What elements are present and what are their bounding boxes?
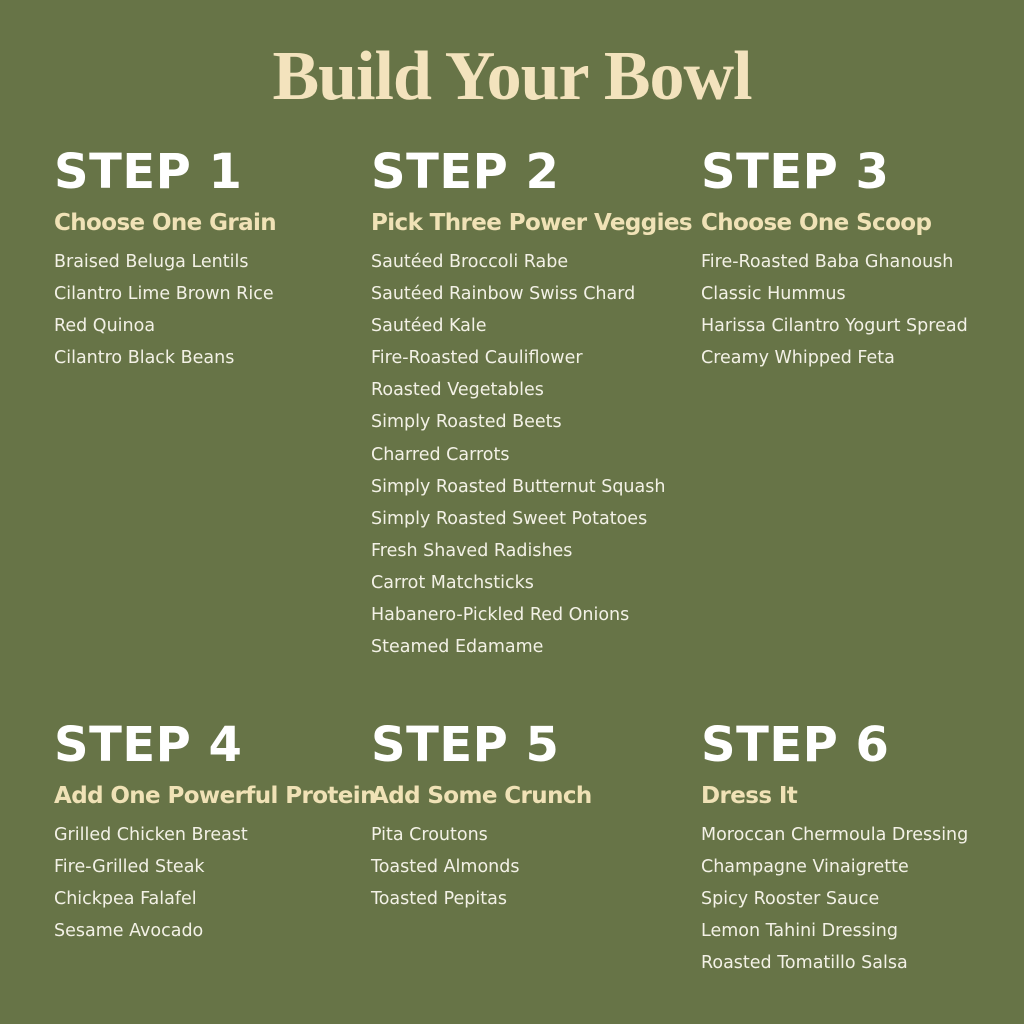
step-3-section bbox=[701, 144, 1021, 374]
option-item: Moroccan Chermoula Dressing bbox=[701, 825, 969, 845]
step-4-section bbox=[54, 717, 374, 947]
step-heading: STEP 3 bbox=[701, 144, 890, 200]
option-list bbox=[54, 246, 374, 374]
step-subtitle: Add One Powerful Protein bbox=[54, 783, 376, 809]
page-title: Build Your Bowl bbox=[272, 38, 752, 115]
option-item: Pita Croutons bbox=[371, 825, 488, 845]
step-subtitle: Choose One Grain bbox=[54, 210, 277, 236]
option-item: Carrot Matchsticks bbox=[371, 572, 534, 593]
option-item: Sesame Avocado bbox=[54, 921, 204, 942]
option-item: Roasted Vegetables bbox=[371, 380, 544, 401]
option-item: Red Quinoa bbox=[54, 316, 156, 337]
option-item: Toasted Pepitas bbox=[371, 889, 507, 910]
option-item: Simply Roasted Sweet Potatoes bbox=[371, 508, 648, 529]
option-item: Cilantro Lime Brown Rice bbox=[54, 284, 274, 305]
option-item: Simply Roasted Beets bbox=[371, 412, 562, 433]
step-heading: STEP 1 bbox=[54, 144, 243, 200]
option-list bbox=[701, 246, 1021, 374]
option-item: Creamy Whipped Feta bbox=[701, 348, 895, 369]
step-subtitle: Pick Three Power Veggies bbox=[371, 210, 692, 236]
step-1-section bbox=[54, 144, 374, 374]
option-item: Sautéed Broccoli Rabe bbox=[371, 252, 569, 272]
option-item: Habanero-Pickled Red Onions bbox=[371, 605, 630, 626]
step-5-section bbox=[371, 717, 691, 915]
step-2-section bbox=[371, 144, 691, 663]
option-item: Fire-Roasted Baba Ghanoush bbox=[701, 252, 954, 272]
option-item: Chickpea Falafel bbox=[54, 889, 197, 910]
step-heading: STEP 4 bbox=[54, 717, 243, 773]
option-item: Charred Carrots bbox=[371, 444, 510, 465]
option-item: Champagne Vinaigrette bbox=[701, 857, 909, 878]
option-item: Classic Hummus bbox=[701, 284, 846, 305]
option-item: Fire-Roasted Cauliflower bbox=[371, 348, 583, 369]
step-6-section bbox=[701, 717, 1021, 979]
option-item: Fire-Grilled Steak bbox=[54, 857, 205, 878]
step-subtitle: Choose One Scoop bbox=[701, 210, 932, 236]
option-item: Fresh Shaved Radishes bbox=[371, 540, 573, 561]
option-item: Grilled Chicken Breast bbox=[54, 825, 248, 845]
step-subtitle: Add Some Crunch bbox=[371, 783, 592, 809]
option-item: Braised Beluga Lentils bbox=[54, 252, 249, 272]
option-list bbox=[54, 819, 374, 947]
step-heading: STEP 5 bbox=[371, 717, 560, 773]
option-item: Roasted Tomatillo Salsa bbox=[701, 953, 908, 974]
option-item: Steamed Edamame bbox=[371, 637, 544, 658]
option-item: Harissa Cilantro Yogurt Spread bbox=[701, 316, 968, 337]
option-item: Simply Roasted Butternut Squash bbox=[371, 476, 666, 497]
step-heading: STEP 6 bbox=[701, 717, 890, 773]
step-subtitle: Dress It bbox=[701, 783, 798, 809]
option-list bbox=[371, 819, 691, 915]
option-item: Lemon Tahini Dressing bbox=[701, 921, 898, 942]
option-item: Cilantro Black Beans bbox=[54, 348, 235, 369]
option-item: Sautéed Kale bbox=[371, 316, 487, 337]
option-item: Sautéed Rainbow Swiss Chard bbox=[371, 284, 636, 305]
option-item: Toasted Almonds bbox=[371, 857, 520, 878]
option-item: Spicy Rooster Sauce bbox=[701, 889, 880, 910]
option-list bbox=[701, 819, 1021, 979]
step-heading: STEP 2 bbox=[371, 144, 560, 200]
option-list bbox=[371, 246, 691, 663]
